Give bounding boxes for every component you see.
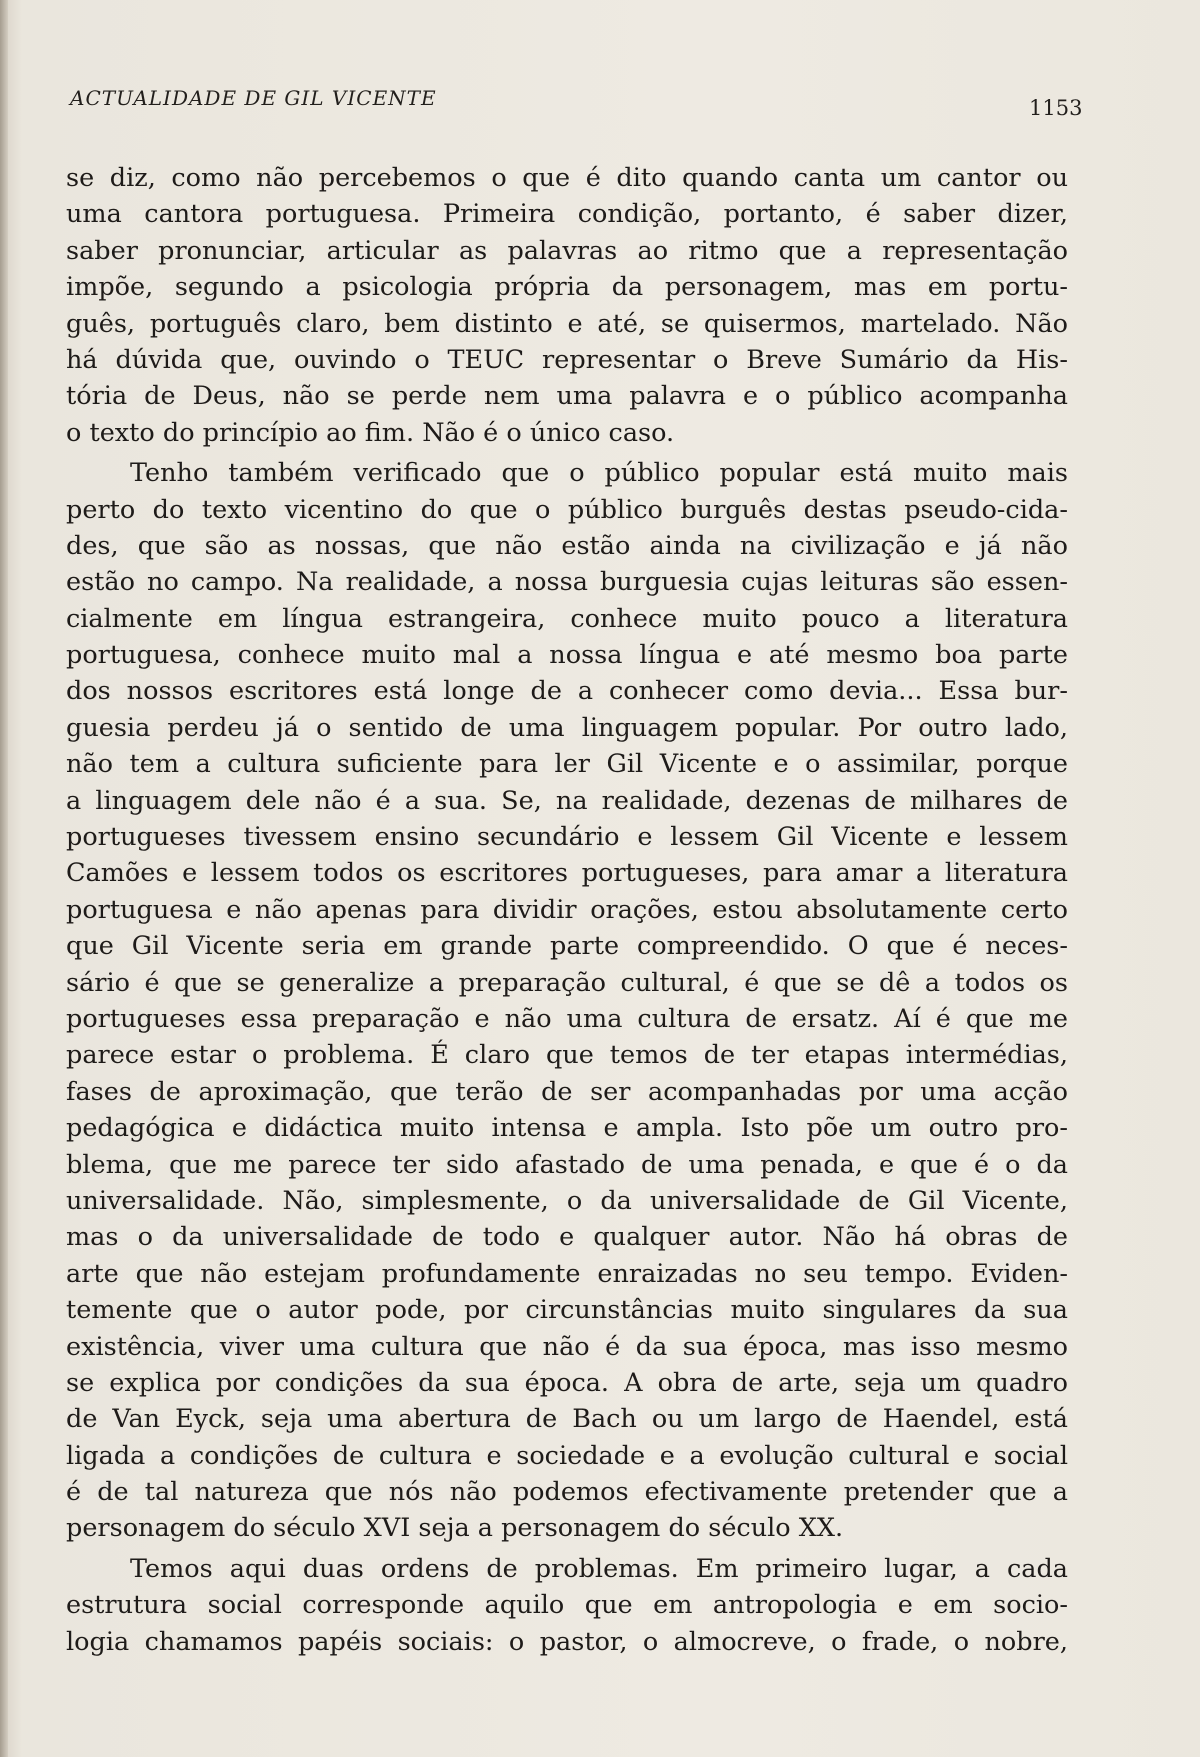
text-line: fases de aproximação, que terão de ser acompanhadas por uma acção (66, 1076, 1068, 1107)
binding-edge (0, 0, 8, 1757)
text-line: há dúvida que, ouvindo o TEUC representar o Breve Sumário da His- (66, 344, 1068, 375)
text-line: saber pronunciar, articular as palavras ao ritmo que a representação (66, 235, 1068, 266)
text-line: impõe, segundo a psicologia própria da personagem, mas em portu- (66, 272, 1068, 303)
text-line: estrutura social corresponde aquilo que em antropologia e em socio- (66, 1590, 1068, 1621)
text-line: uma cantora portuguesa. Primeira condição, portanto, é saber dizer, (66, 199, 1068, 230)
text-line: de Van Eyck, seja uma abertura de Bach ou um largo de Haendel, está (66, 1404, 1068, 1435)
text-line: guesia perdeu já o sentido de uma linguagem popular. Por outro lado, (66, 712, 1068, 743)
text-line: universalidade. Não, simplesmente, o da universalidade de Gil Vicente, (66, 1185, 1068, 1216)
text-line: ligada a condições de cultura e sociedade e a evolução cultural e social (66, 1440, 1068, 1471)
text-line: portugueses tivessem ensino secundário e lessem Gil Vicente e lessem (66, 822, 1068, 853)
text-line: o texto do princípio ao fim. Não é o único caso. (66, 417, 675, 448)
text-line: guês, português claro, bem distinto e até, se quisermos, martelado. Não (66, 308, 1068, 339)
text-line: portuguesa, conhece muito mal a nossa língua e até mesmo boa parte (66, 640, 1068, 671)
text-line: arte que não estejam profundamente enraizadas no seu tempo. Eviden- (66, 1258, 1068, 1289)
text-line: se explica por condições da sua época. A obra de arte, seja um quadro (66, 1367, 1068, 1398)
text-line: personagem do século XVI seja a personagem do século XX. (66, 1513, 844, 1544)
text-line: existência, viver uma cultura que não é da sua época, mas isso mesmo (66, 1331, 1068, 1362)
text-line: pedagógica e didáctica muito intensa e ampla. Isto põe um outro pro- (66, 1113, 1068, 1144)
text-line: blema, que me parece ter sido afastado de uma penada, e que é o da (66, 1149, 1068, 1180)
text-line: é de tal natureza que nós não podemos efectivamente pretender que a (66, 1477, 1068, 1508)
page-number: 1153 (1029, 96, 1083, 120)
text-line: se diz, como não percebemos o que é dito quando canta um cantor ou (66, 163, 1068, 193)
text-line: a linguagem dele não é a sua. Se, na realidade, dezenas de milhares de (66, 785, 1068, 816)
text-line: mas o da universalidade de todo e qualquer autor. Não há obras de (66, 1222, 1068, 1253)
text-line: Camões e lessem todos os escritores portugueses, para amar a literatura (66, 858, 1068, 889)
text-line: temente que o autor pode, por circunstâncias muito singulares da sua (66, 1295, 1068, 1326)
text-line: sário é que se generalize a preparação cultural, é que se dê a todos os (66, 967, 1068, 998)
running-head: ACTUALIDADE DE GIL VICENTE (70, 86, 437, 110)
text-line: logia chamamos papéis sociais: o pastor, o almocreve, o frade, o nobre, (66, 1626, 1068, 1657)
body-text (66, 160, 1068, 1660)
text-line: que Gil Vicente seria em grande parte compreendido. O que é neces- (66, 931, 1068, 962)
text-line: cialmente em língua estrangeira, conhece muito pouco a literatura (66, 603, 1068, 634)
text-line: não tem a cultura suficiente para ler Gil Vicente e o assimilar, porque (66, 749, 1068, 780)
text-line: Tenho também verificado que o público popular está muito mais (130, 458, 1068, 489)
text-line: portugueses essa preparação e não uma cultura de ersatz. Aí é que me (66, 1003, 1068, 1034)
text-line: estão no campo. Na realidade, a nossa burguesia cujas leituras são essen- (66, 567, 1068, 598)
text-line: dos nossos escritores está longe de a conhecer como devia... Essa bur- (66, 676, 1068, 707)
text-line: Temos aqui duas ordens de problemas. Em primeiro lugar, a cada (130, 1553, 1068, 1584)
text-line: des, que são as nossas, que não estão ainda na civilização e já não (66, 530, 1068, 561)
text-line: tória de Deus, não se perde nem uma palavra e o público acompanha (66, 381, 1068, 412)
text-line: perto do texto vicentino do que o público burguês destas pseudo-cida- (66, 494, 1068, 525)
text-line: portuguesa e não apenas para dividir orações, estou absolutamente certo (66, 894, 1068, 925)
text-line: parece estar o problema. É claro que temos de ter etapas intermédias, (66, 1040, 1068, 1071)
